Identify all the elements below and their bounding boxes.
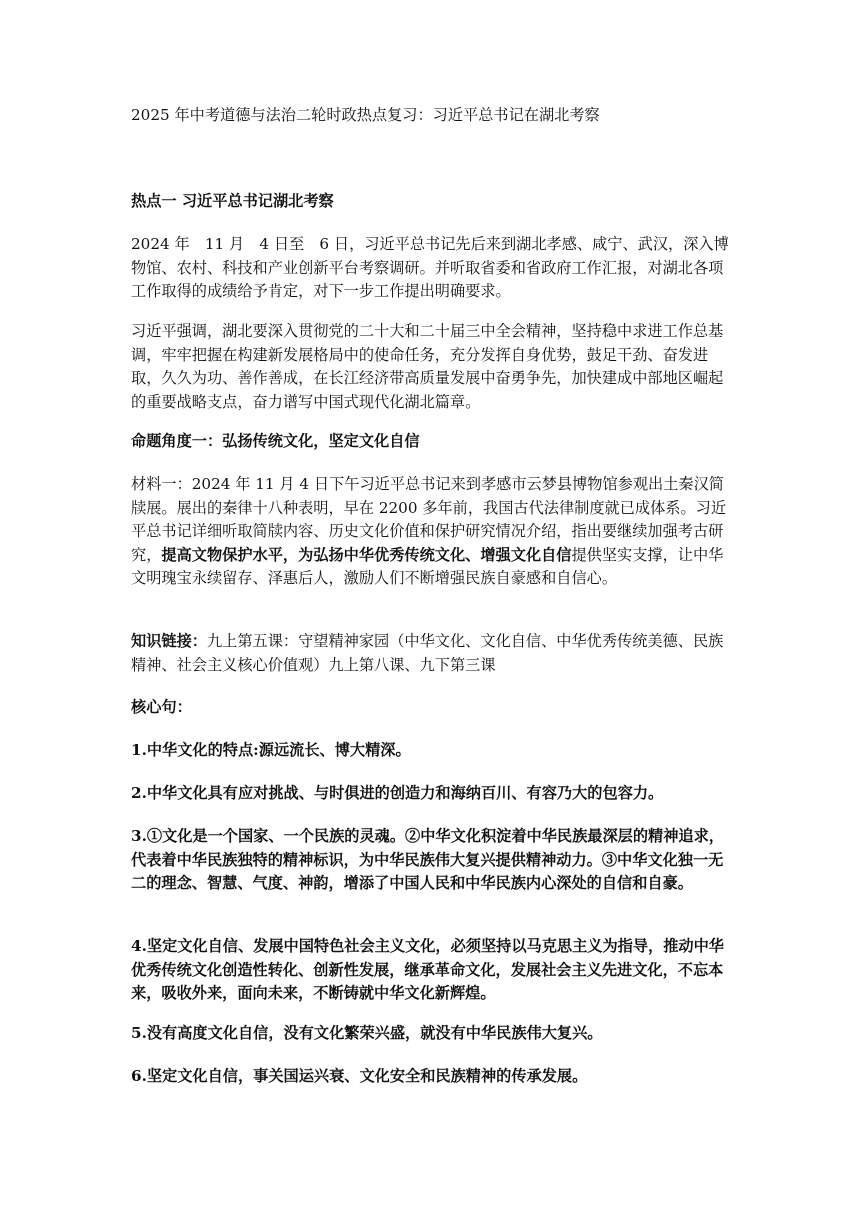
knowledge-link-text: 九上第五课：守望精神家园（中华文化、文化自信、中华优秀传统美德、民族精神、社会主义核心价值观）九上第八课、九下第三课 (131, 632, 724, 674)
material-text-bold: 提高文物保护水平，为弘扬中华优秀传统文化、增强文化自信 (161, 545, 572, 564)
material-text-before: 材料一：2024 年 11 月 4 日下午习近平总书记来到孝感市云梦县博物馆参观出土秦汉简牍展。展出的秦律十八种表明，早在 2200 多年前，我国古代法律制度就已成体系。习近平总书记详细听取简牍内容、历史文化价值和保护研究情况介绍，指出要继续加强考古研究， (131, 475, 727, 564)
core-sentence-3: 3.①文化是一个国家、一个民族的灵魂。②中华文化积淀着中华民族最深层的精神追求，代表着中华民族独特的精神标识，为中华民族伟大复兴提供精神动力。③中华文化独一无二的理念、智慧、气度、神韵，增添了中国人民和中华民族内心深处的自信和自豪。 (131, 827, 724, 892)
paragraph-inspection-overview: 2024 年 11 月 4 日至 6 日，习近平总书记先后来到湖北孝感、咸宁、武汉，深入博物馆、农村、科技和产业创新平台考察调研。并听取省委和省政府工作汇报，对湖北各项工作取得的成绩给予肯定，对下一步工作提出明确要求。 (131, 235, 729, 300)
paragraph-xi-emphasis: 习近平强调，湖北要深入贯彻党的二十大和二十届三中全会精神，坚持稳中求进工作总基调，牢牢把握在构建新发展格局中的使命任务，充分发挥自身优势，鼓足干劲、奋发进取，久久为功、善作善成，在长江经济带高质量发展中奋勇争先，加快建成中部地区崛起的重要战略支点，奋力谱写中国式现代化湖北篇章。 (131, 322, 724, 411)
material-text-after: 提供坚实支撑，让中华文明瑰宝永续留存、泽惠后人，激励人们不断增强民族自豪感和自信心。 (131, 545, 724, 587)
core-sentence-4: 4.坚定文化自信、发展中国特色社会主义文化，必须坚持以马克思主义为指导，推动中华优秀传统文化创造性转化、创新性发展，继承革命文化，发展社会主义先进文化，不忘本来，吸收外来，面向未来，不断铸就中华文化新辉煌。 (131, 937, 724, 1002)
core-sentence-1: 1.中华文化的特点:源远流长、博大精深。 (131, 741, 411, 759)
material-paragraph (131, 473, 734, 591)
core-sentence-5: 5.没有高度文化自信，没有文化繁荣兴盛，就没有中华民族伟大复兴。 (131, 1024, 603, 1042)
document-title: 2025 年中考道德与法治二轮时政热点复习：习近平总书记在湖北考察 (131, 106, 600, 124)
angle-heading: 命题角度一：弘扬传统文化，坚定文化自信 (131, 432, 420, 450)
knowledge-link-label: 知识链接： (131, 632, 207, 650)
core-sentence-6: 6.坚定文化自信，事关国运兴衰、文化安全和民族精神的传承发展。 (131, 1067, 588, 1085)
core-sentences-heading: 核心句： (131, 698, 192, 716)
knowledge-link-paragraph (131, 630, 734, 677)
core-sentence-2: 2.中华文化具有应对挑战、与时俱进的创造力和海纳百川、有容乃大的包容力。 (131, 784, 664, 802)
hotspot-heading: 热点一 习近平总书记湖北考察 (131, 192, 334, 210)
